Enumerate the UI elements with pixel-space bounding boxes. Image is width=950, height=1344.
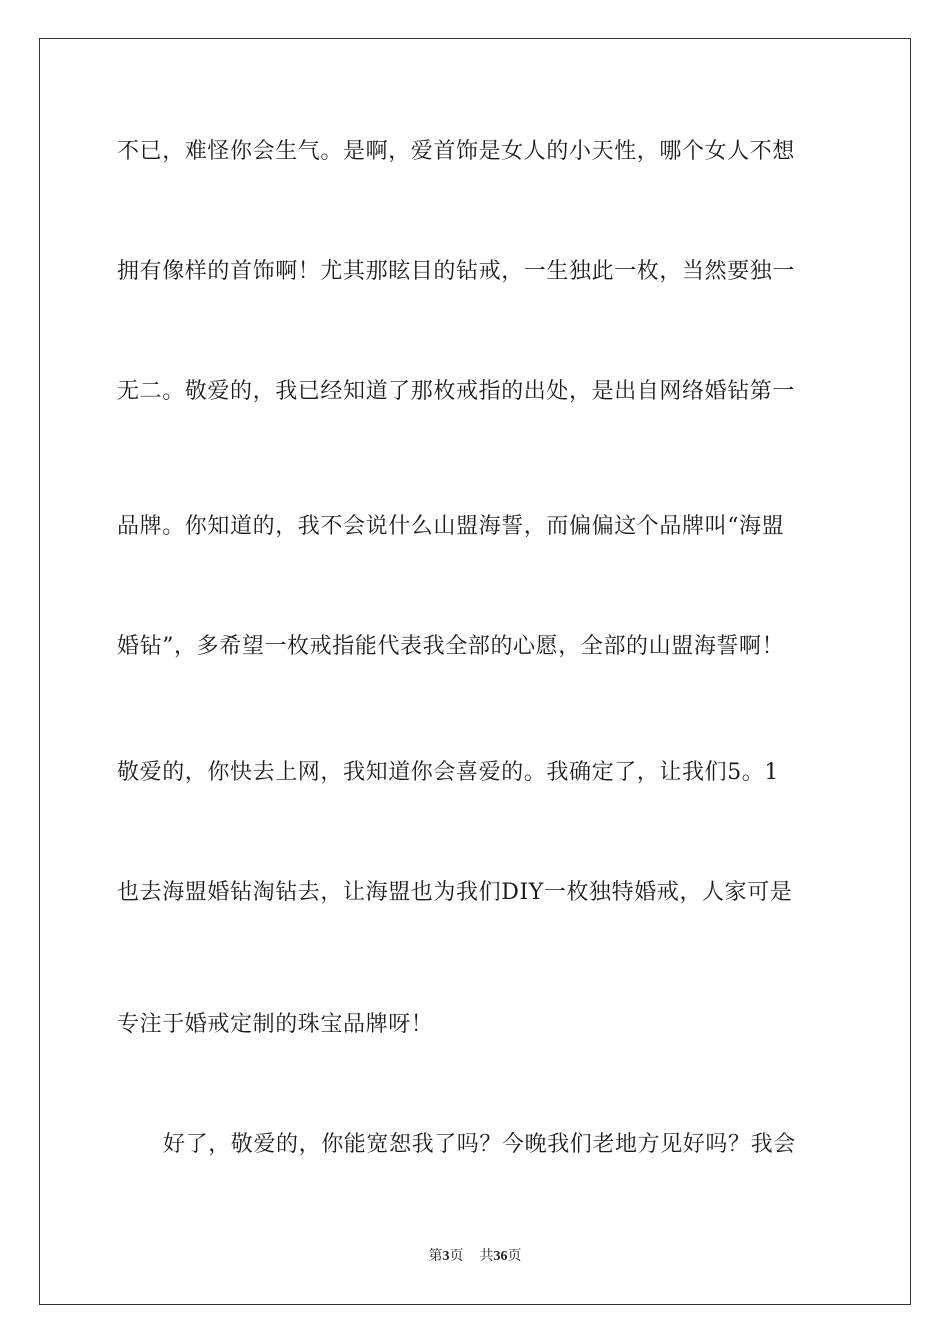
page-frame — [39, 38, 911, 1305]
text-line: 敬爱的，你快去上网，我知道你会喜爱的。我确定了，让我们5。1 — [117, 760, 779, 785]
text-line: 无二。敬爱的，我已经知道了那枚戒指的出处，是出自网络婚钻第一 — [117, 379, 796, 404]
page-footer — [0, 1246, 950, 1267]
text-line: 也去海盟婚钻淘钻去，让海盟也为我们DIY一枚独特婚戒，人家可是 — [117, 880, 793, 905]
page-prefix: 第 — [428, 1248, 443, 1264]
text-line: 品牌。你知道的，我不会说什么山盟海誓，而偏偏这个品牌叫“海盟 — [117, 514, 785, 539]
page-number: 3 — [442, 1249, 450, 1264]
total-suffix: 页 — [507, 1248, 522, 1264]
text-line: 拥有像样的首饰啊！尤其那眩目的钻戒，一生独此一枚，当然要独一 — [117, 259, 796, 284]
paragraph-first-line: 好了，敬爱的，你能宽恕我了吗？今晚我们老地方见好吗？我会 — [163, 1132, 796, 1157]
page-suffix: 页 — [449, 1248, 464, 1264]
text-line: 婚钻”，多希望一枚戒指能代表我全部的心愿，全部的山盟海誓啊！ — [117, 634, 785, 659]
total-pages: 36 — [493, 1249, 508, 1264]
text-line: 专注于婚戒定制的珠宝品牌呀！ — [117, 1012, 434, 1037]
text-line: 不已，难怪你会生气。是啊，爱首饰是女人的小天性，哪个女人不想 — [117, 139, 796, 164]
total-prefix: 共 — [479, 1248, 494, 1264]
